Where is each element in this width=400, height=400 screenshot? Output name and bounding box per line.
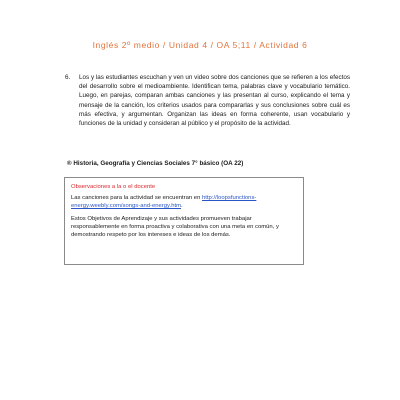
- page-header: Inglés 2º medio / Unidad 4 / OA 5;11 / Actividad 6: [92, 40, 308, 50]
- songs-link[interactable]: http://loopsfunctions-energy.weebly.com/songs-and-energy.htm: [71, 195, 257, 210]
- songs-text-end: .: [181, 203, 183, 210]
- activity-number: 6.: [65, 74, 71, 81]
- subject-connection: ® Historia, Geografía y Ciencias Sociales 7° básico (OA 22): [67, 160, 244, 167]
- activity-text: Los y las estudiantes escuchan y ven un video sobre dos canciones que se refieren a los efectos del desarrollo sobre el medioambiente. Identifican tema, palabras clave y vocabulario temático. Luego, en parejas, comparan ambas canciones y las presentan al curso, explicando el tema y mensaje de la canción, los criterios usados para compararlas y sus conclusiones sobre cuál es más efectiva, y argumentan. Organizan las ideas en forma coherente, usan vocabulario y funciones de la unidad y consideran al público y el propósito de la actividad.: [79, 74, 350, 128]
- teacher-notes-songs: [71, 194, 297, 210]
- teacher-notes-objectives: Estos Objetivos de Aprendizaje y sus actividades promueven trabajar responsablemente en forma proactiva y colaborativa con una meta en común, y demostrando respeto por los intereses e ideas de los demás.: [71, 215, 279, 239]
- songs-text: Las canciones para la actividad se encuentran en: [71, 195, 202, 202]
- teacher-notes-box: [64, 177, 304, 265]
- teacher-notes-title: Observaciones a la o el docente: [71, 184, 156, 190]
- activity-item: [65, 73, 350, 128]
